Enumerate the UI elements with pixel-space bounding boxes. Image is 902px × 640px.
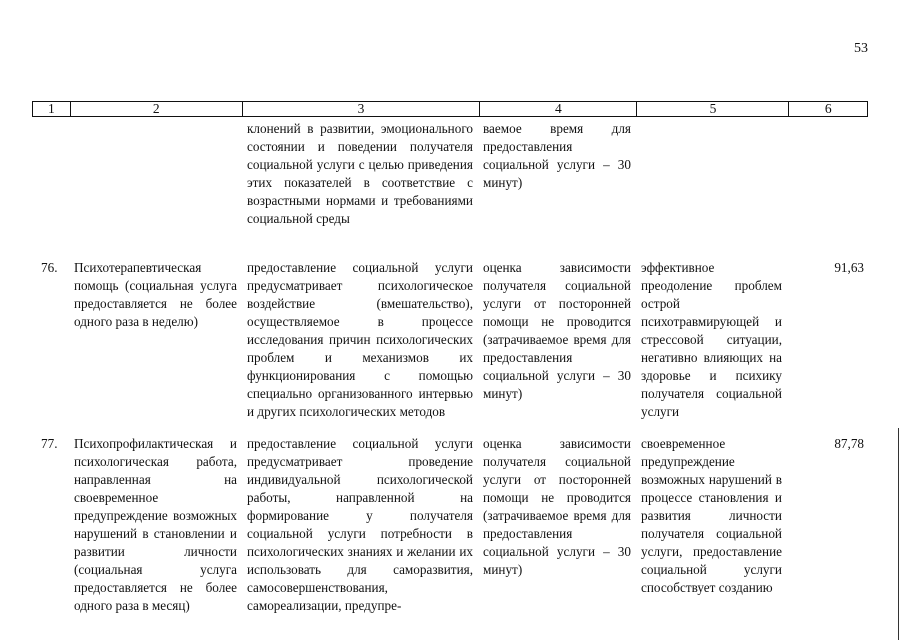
page-number: 53 (854, 41, 868, 56)
continuation-description: клонений в развитии, эмоционального состоянии и поведении получателя социальной услуги с целью приведения этих показателей в соответствие с возрастными нормами и требованиями социальной среды (247, 121, 473, 226)
row-76-result: эффективное преодоление проблем острой психотравмирующей и стрессовой ситуации, негативно влияющих на здоровье и психику получателя социальной услуги (641, 260, 782, 419)
header-col-2: 2 (71, 102, 243, 116)
row-76-number: 76. (41, 260, 58, 275)
row-77-evaluation: оценка зависимости получателя социальной услуги от посторонней помощи не проводится (затрачиваемое время для предоставления социальной услуги – 30 минут) (483, 436, 631, 577)
row-77-price: 87,78 (834, 436, 864, 451)
header-col-5: 5 (637, 102, 789, 116)
row-77-service-name: Психопрофилактическая и психологическая работа, направленная на своевременное предупреждение возможных нарушений в становлении и развитии личности (социальная услуга предоставляется не более одного раза в месяц) (74, 436, 237, 613)
row-76-description: предоставление социальной услуги предусматривает психологическое воздействие (вмешательство), осуществляемое в процессе исследования причин психологических проблем и механизмов их функционирования с помощью специально организованного интервью и других психологических методов (247, 260, 473, 419)
table-header-row (32, 101, 868, 117)
header-col-3: 3 (243, 102, 481, 116)
row-77-result: своевременное предупреждение возможных нарушений в процессе становления и развития личности получателя социальной услуги, предоставление социальной услуги способствует созданию (641, 436, 782, 595)
row-77-number: 77. (41, 436, 58, 451)
row-76-evaluation: оценка зависимости получателя социальной услуги от посторонней помощи не проводится (затрачиваемое время для предоставления социальной услуги – 30 минут) (483, 260, 631, 401)
row-77-description: предоставление социальной услуги предусматривает проведение индивидуальной психологической работы, направленной на формирование у получателя социальной услуги потребности в психологических знаниях и желании их использовать для саморазвития, самосовершенствования, самореализации, предупре- (247, 436, 473, 613)
row-76-service-name: Психотерапевтическая помощь (социальная услуга предоставляется не более одного раза в неделю) (74, 260, 237, 329)
row-76-price: 91,63 (834, 260, 864, 275)
header-col-4: 4 (480, 102, 637, 116)
header-col-1: 1 (33, 102, 71, 116)
header-col-6: 6 (824, 101, 832, 116)
continuation-evaluation: ваемое время для предоставления социальной услуги – 30 минут) (483, 121, 631, 190)
scan-edge-line (898, 428, 899, 640)
